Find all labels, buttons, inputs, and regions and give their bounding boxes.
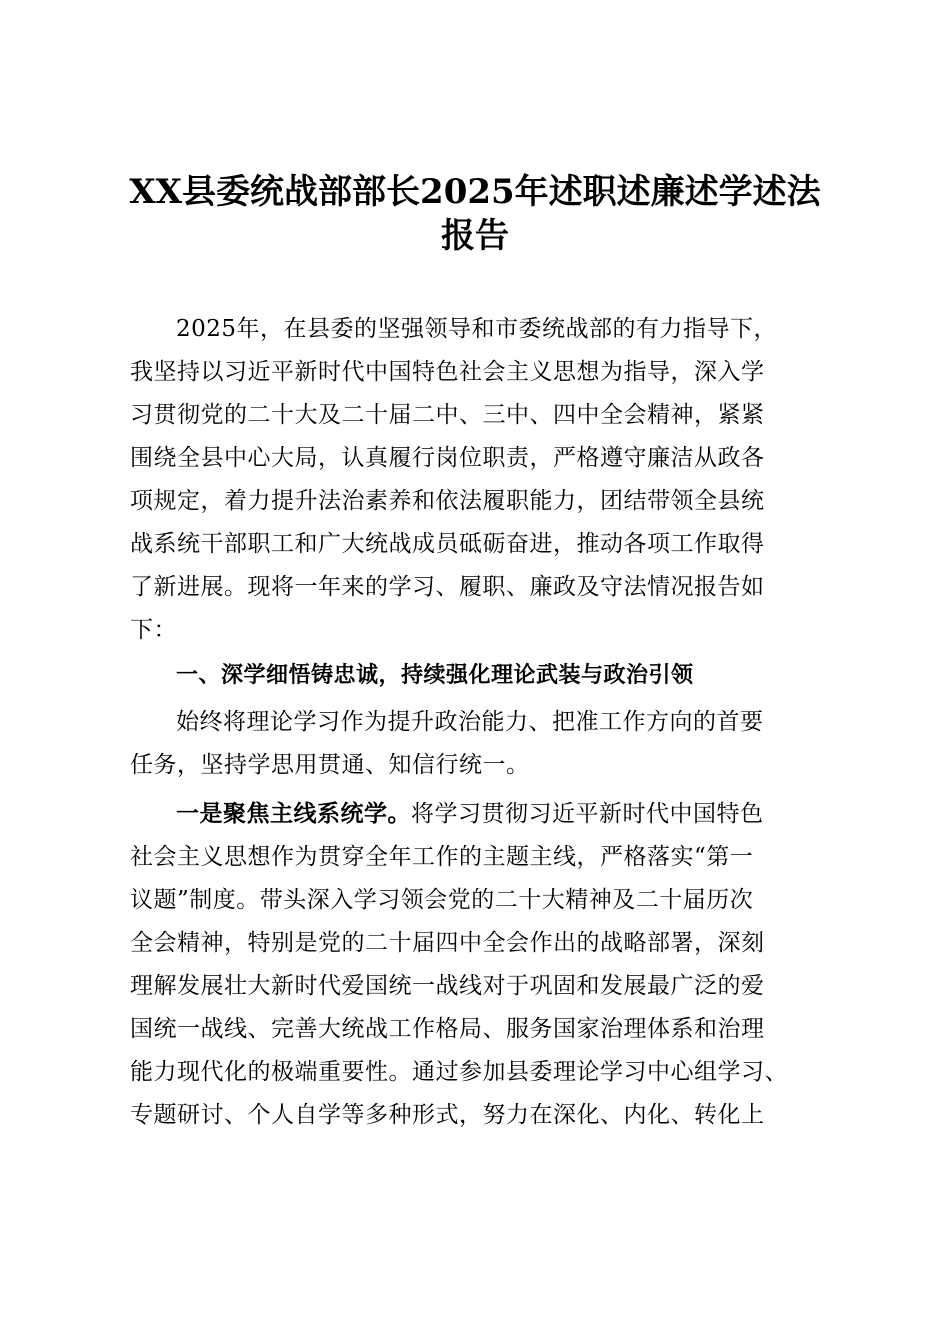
point-1-line-7: 能力现代化的极端重要性。通过参加县委理论学习中心组学习、 [130, 1059, 788, 1085]
section-1-heading: 一、深学细悟铸忠诚，持续强化理论武装与政治引领 [176, 663, 694, 688]
intro-line-5: 项规定，着力提升法治素养和依法履职能力，团结带领全县统 [130, 488, 765, 514]
point-1-line-3: 议题”制度。带头深入学习领会党的二十大精神及二十届历次 [130, 887, 754, 913]
point-1-line-8: 专题研讨、个人自学等多种形式，努力在深化、内化、转化上 [130, 1102, 765, 1128]
section-1-intro-line-1: 始终将理论学习作为提升政治能力、把准工作方向的首要 [176, 709, 764, 735]
intro-line-8: 下： [130, 617, 177, 643]
point-1-line-4: 全会精神，特别是党的二十届四中全会作出的战略部署，深刻 [130, 930, 765, 956]
point-1-line-6: 国统一战线、完善大统战工作格局、服务国家治理体系和治理 [130, 1016, 765, 1042]
intro-line-7: 了新进展。现将一年来的学习、履职、廉政及守法情况报告如 [130, 574, 765, 600]
intro-line-4: 围绕全县中心大局，认真履行岗位职责，严格遵守廉洁从政各 [130, 445, 765, 471]
intro-line-1: 2025年，在县委的坚强领导和市委统战部的有力指导下， [176, 316, 778, 342]
intro-line-6: 战系统干部职工和广大统战成员砥砺奋进，推动各项工作取得 [130, 531, 765, 557]
document-title-line-2: 报告 [441, 216, 509, 256]
section-1-intro-line-2: 任务，坚持学思用贯通、知信行统一。 [130, 752, 530, 778]
point-1-line-1 [176, 799, 764, 829]
intro-line-3: 习贯彻党的二十大及二十届二中、三中、四中全会精神，紧紧 [130, 402, 765, 428]
point-1-line-2: 社会主义思想作为贯穿全年工作的主题主线，严格落实“第一 [130, 844, 754, 870]
point-1-line-5: 理解发展壮大新时代爱国统一战线对于巩固和发展最广泛的爱 [130, 973, 765, 999]
point-1-line-1-text: 将学习贯彻习近平新时代中国特色 [411, 801, 764, 827]
intro-line-2: 我坚持以习近平新时代中国特色社会主义思想为指导，深入学 [130, 359, 765, 385]
document-title-line-1: XX县委统战部部长2025年述职述廉述学述法 [129, 172, 821, 212]
point-1-label: 一是聚焦主线系统学。 [176, 800, 411, 827]
